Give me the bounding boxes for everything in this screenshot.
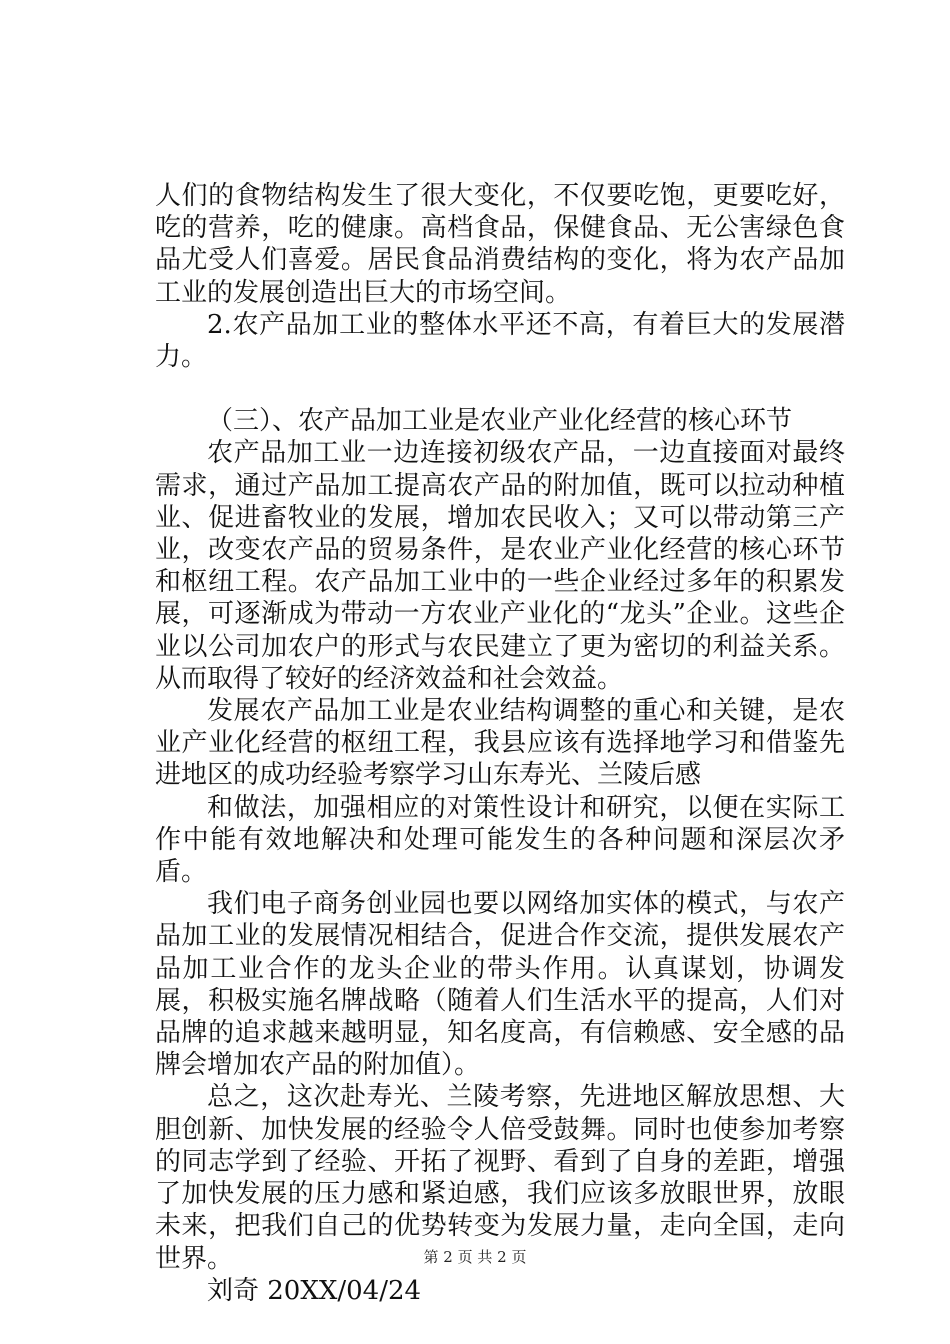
page-footer: 第 2 页 共 2 页 bbox=[423, 1248, 527, 1266]
document-body bbox=[155, 180, 845, 1307]
paragraph-food-structure: 人们的食物结构发生了很大变化，不仅要吃饱，更要吃好，吃的营养，吃的健康。高档食品，保健食品、无公害绿色食品尤受人们喜爱。居民食品消费结构的变化，将为农产品加工业的发展创造出巨大的市场空间。 bbox=[155, 181, 845, 308]
signature-date: 刘奇 20XX/04/24 bbox=[207, 1275, 422, 1306]
paragraph-ecommerce-park: 我们电子商务创业园也要以网络加实体的模式，与农产品加工业的发展情况相结合，促进合作交流，提供发展农产品加工业合作的龙头企业的带头作用。认真谋划，协调发展，积极实施名牌战略（随着人们生活水平的提高，人们对品牌的追求越来越明显，知名度高，有信赖感、安全感的品牌会增加农产品的附加值）。 bbox=[155, 889, 845, 1081]
paragraph-spacer bbox=[155, 373, 845, 405]
paragraph-conclusion: 总之，这次赴寿光、兰陵考察，先进地区解放思想、大胆创新、加快发展的经验令人倍受鼓舞。同时也使参加考察的同志学到了经验、开拓了视野、看到了自身的差距，增强了加快发展的压力感和紧迫感，我们应该多放眼世界，放眼未来，把我们自己的优势转变为发展力量，走向全国，走向世界。 bbox=[155, 1082, 845, 1274]
paragraph-develop-processing: 发展农产品加工业是农业结构调整的重心和关键，是农业产业化经营的枢纽工程，我县应该有选择地学习和借鉴先进地区的成功经验考察学习山东寿光、兰陵后感 bbox=[155, 696, 845, 791]
paragraph-practices: 和做法，加强相应的对策性设计和研究，以便在实际工作中能有效地解决和处理可能发生的各种问题和深层次矛盾。 bbox=[155, 792, 845, 888]
section-heading-3: （三）、农产品加工业是农业产业化经营的核心环节 bbox=[207, 406, 793, 437]
paragraph-point-2: 2.农产品加工业的整体水平还不高，有着巨大的发展潜力。 bbox=[155, 309, 845, 373]
paragraph-core-link: 农产品加工业一边连接初级农产品，一边直接面对最终需求，通过产品加工提高农产品的附加值，既可以拉动种植业、促进畜牧业的发展，增加农民收入；又可以带动第三产业，改变农产品的贸易条件，是农业产业化经营的核心环节和枢纽工程。农产品加工业中的一些企业经过多年的积累发展，可逐渐成为带动一方农业产业化的“龙头”企业。这些企业以公司加农户的形式与农民建立了更为密切的利益关系。从而取得了较好的经济效益和社会效益。 bbox=[155, 438, 845, 694]
